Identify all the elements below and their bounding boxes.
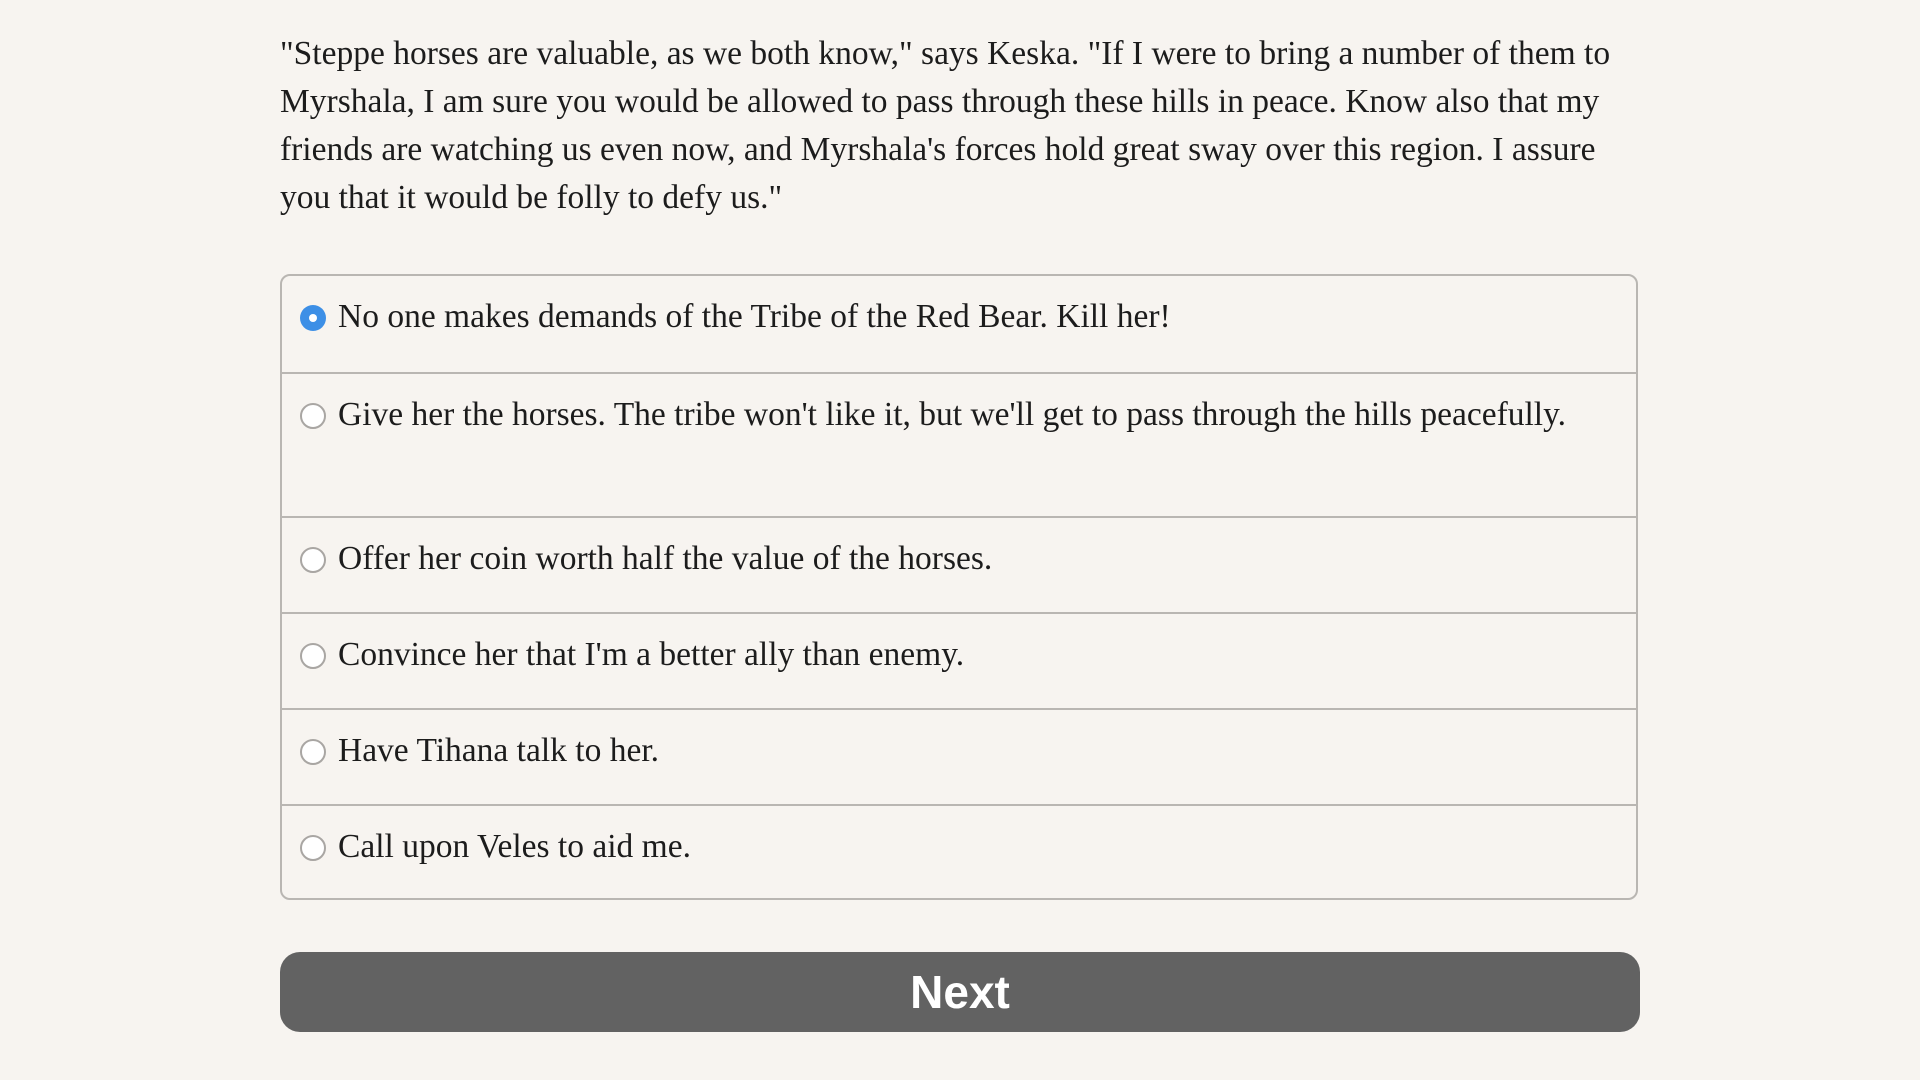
- choice-option-1[interactable]: [282, 276, 1636, 372]
- choice-option-2[interactable]: [282, 372, 1636, 516]
- radio-unselected-icon[interactable]: [300, 643, 326, 669]
- radio-unselected-icon[interactable]: [300, 547, 326, 573]
- choice-label: No one makes demands of the Tribe of the Red Bear. Kill her!: [338, 298, 1171, 335]
- choice-label: Give her the horses. The tribe won't like it, but we'll get to pass through the hills peacefully.: [338, 396, 1567, 433]
- choice-label: Offer her coin worth half the value of the horses.: [338, 540, 993, 577]
- story-passage: "Steppe horses are valuable, as we both know," says Keska. "If I were to bring a number of them to Myrshala, I am sure you would be allowed to pass through these hills in peace. Know also that my friends are watching us even now, and Myrshala's forces hold great sway over this region. I assure you that it would be folly to defy us.": [280, 35, 1611, 216]
- radio-unselected-icon[interactable]: [300, 739, 326, 765]
- choice-label: Convince her that I'm a better ally than enemy.: [338, 636, 965, 673]
- choice-option-3[interactable]: [282, 516, 1636, 612]
- choice-option-4[interactable]: [282, 612, 1636, 708]
- choice-option-5[interactable]: [282, 708, 1636, 804]
- choice-label: Have Tihana talk to her.: [338, 732, 659, 769]
- next-button[interactable]: Next: [280, 952, 1640, 1032]
- radio-unselected-icon[interactable]: [300, 403, 326, 429]
- choice-list: [280, 274, 1638, 900]
- radio-selected-icon[interactable]: [300, 305, 326, 331]
- radio-unselected-icon[interactable]: [300, 835, 326, 861]
- choice-option-6[interactable]: [282, 804, 1636, 898]
- choice-label: Call upon Veles to aid me.: [338, 828, 691, 865]
